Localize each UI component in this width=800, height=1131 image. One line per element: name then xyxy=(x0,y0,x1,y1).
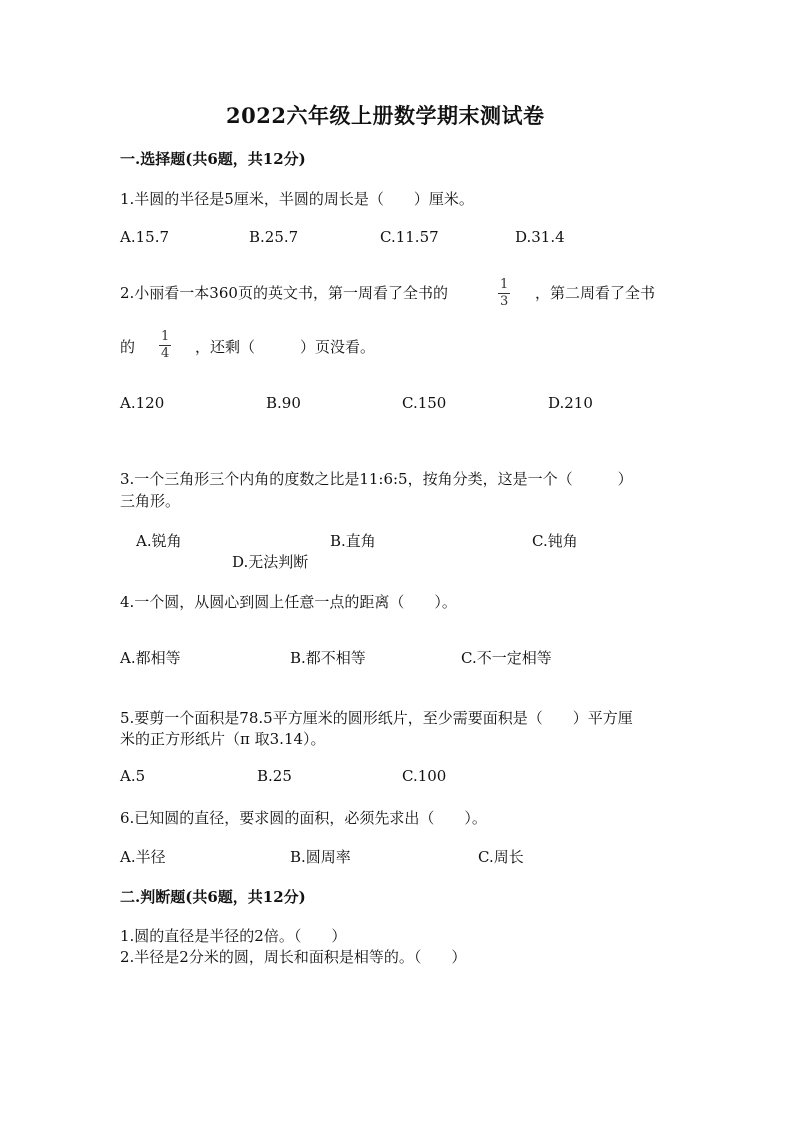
q2-option-b: B.90 xyxy=(266,394,301,412)
question-5-line-2: 米的正方形纸片（π 取3.14）。 xyxy=(120,730,326,748)
judgement-item-2: 2.半径是2分米的圆，周长和面积是相等的。（ ） xyxy=(120,948,467,966)
question-5-line-1: 5.要剪一个面积是78.5平方厘米的圆形纸片，至少需要面积是（ ）平方厘 xyxy=(120,709,633,727)
question-6: 6.已知圆的直径，要求圆的面积，必须先求出（ ）。 xyxy=(120,809,487,827)
page-title: 2022六年级上册数学期末测试卷 xyxy=(226,103,545,128)
q4-option-b: B.都不相等 xyxy=(290,649,366,667)
q6-option-a: A.半径 xyxy=(120,848,166,866)
q3-option-a: A.锐角 xyxy=(136,532,182,550)
fraction-numerator: 1 xyxy=(500,277,509,292)
fraction-numerator: 1 xyxy=(161,329,170,344)
q2-option-a: A.120 xyxy=(120,394,165,412)
section-heading-choice: 一.选择题(共6题，共12分) xyxy=(120,150,306,168)
q1-option-c: C.11.57 xyxy=(380,228,439,246)
question-2-part-d: ，还剩（ ）页没看。 xyxy=(195,338,376,356)
q3-option-d: D.无法判断 xyxy=(232,553,309,571)
question-2-part-a: 2.小丽看一本360页的英文书，第一周看了全书的 xyxy=(120,284,448,302)
q1-option-d: D.31.4 xyxy=(515,228,565,246)
question-3-line-2: 三角形。 xyxy=(120,492,181,510)
q3-option-b: B.直角 xyxy=(330,532,376,550)
q2-option-c: C.150 xyxy=(402,394,447,412)
q5-option-c: C.100 xyxy=(402,767,447,785)
q4-option-a: A.都相等 xyxy=(120,649,181,667)
q2-option-d: D.210 xyxy=(548,394,593,412)
fraction-denominator: 3 xyxy=(500,294,509,309)
q1-option-b: B.25.7 xyxy=(249,228,299,246)
question-2-part-c: 的 xyxy=(120,338,136,356)
section-heading-judgement: 二.判断题(共6题，共12分) xyxy=(120,888,306,906)
q5-option-a: A.5 xyxy=(120,767,146,785)
q6-option-b: B.圆周率 xyxy=(290,848,351,866)
question-3-line-1: 3.一个三角形三个内角的度数之比是11:6:5，按角分类，这是一个（ ） xyxy=(120,470,633,488)
question-2-part-b: ，第二周看了全书 xyxy=(535,284,656,302)
question-4: 4.一个圆，从圆心到圆上任意一点的距离（ ）。 xyxy=(120,593,457,611)
q3-option-c: C.钝角 xyxy=(532,532,578,550)
q1-option-a: A.15.7 xyxy=(120,228,169,246)
q4-option-c: C.不一定相等 xyxy=(461,649,552,667)
q5-option-b: B.25 xyxy=(257,767,292,785)
fraction-one-quarter xyxy=(159,330,171,361)
judgement-item-1: 1.圆的直径是半径的2倍。（ ） xyxy=(120,927,347,945)
fraction-one-third xyxy=(498,278,510,309)
q6-option-c: C.周长 xyxy=(478,848,524,866)
question-1: 1.半圆的半径是5厘米，半圆的周长是（ ）厘米。 xyxy=(120,190,474,208)
fraction-denominator: 4 xyxy=(161,346,170,361)
